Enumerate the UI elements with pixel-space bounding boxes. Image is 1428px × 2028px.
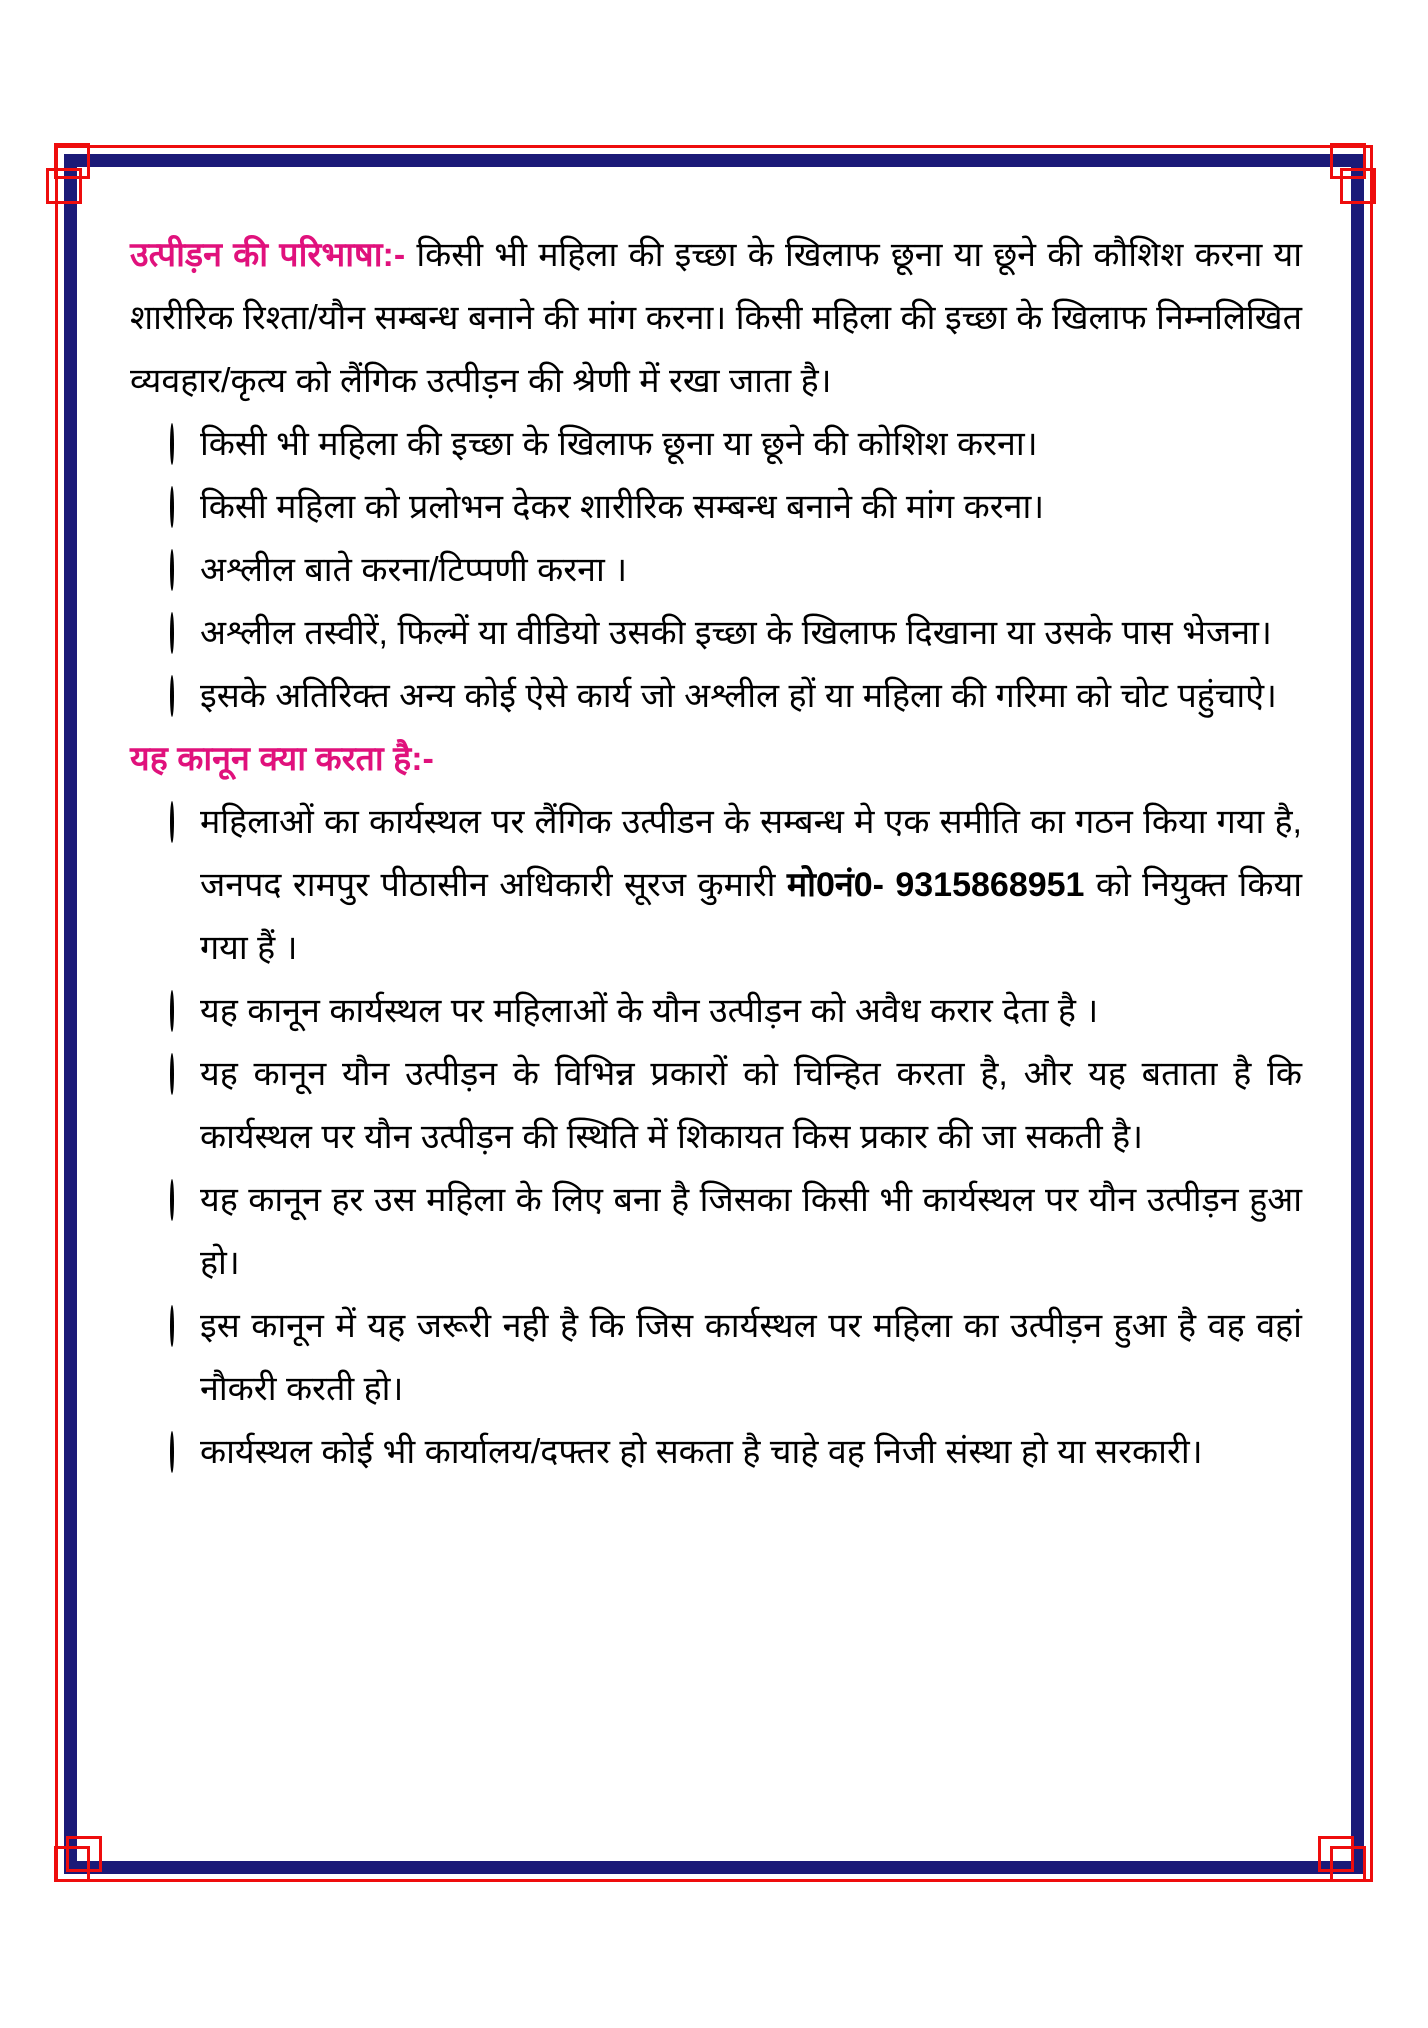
- corner-ornament-bottom-right: [1284, 1798, 1394, 1908]
- circle-bullet-icon: [170, 549, 174, 591]
- contact-phone-number: मो0नं0- 9315868951: [786, 866, 1085, 904]
- list-item-text: अश्लील तस्वीरें, फिल्में या वीडियो उसकी इच्छा के खिलाफ दिखाना या उसके पास भेजना।: [200, 614, 1272, 652]
- list-item-text: अश्लील बाते करना/टिप्पणी करना ।: [200, 551, 628, 589]
- definition-body-text: किसी भी महिला की इच्छा के खिलाफ छूना या छूने की कौशिश करना या शारीरिक रिश्ता/यौन सम्बन्ध बनाने की मांग करना। किसी महिला की इच्छा के खिलाफ निम्नलिखित व्यवहार/कृत्य को लैंगिक उत्पीड़न की श्रेणी में रखा जाता है।: [130, 236, 1302, 400]
- definition-bullet-list: [130, 413, 1302, 728]
- list-item: [130, 602, 1302, 665]
- list-item: [130, 539, 1302, 602]
- circle-bullet-icon: [170, 990, 174, 1032]
- bullet-marker: [170, 665, 200, 728]
- circle-bullet-icon: [170, 1431, 174, 1473]
- list-item-text: कार्यस्थल कोई भी कार्यालय/दफ्तर हो सकता है चाहे वह निजी संस्था हो या सरकारी।: [200, 1433, 1203, 1471]
- document-content: [130, 224, 1302, 1484]
- corner-square-icon: [66, 1836, 102, 1872]
- list-item: [130, 1295, 1302, 1421]
- circle-bullet-icon: [170, 1305, 174, 1347]
- law-bullet-list: [130, 791, 1302, 1484]
- list-item-text: इसके अतिरिक्त अन्य कोई ऐसे कार्य जो अश्लील हों या महिला की गरिमा को चोट पहुंचाऐ।: [200, 677, 1277, 715]
- circle-bullet-icon: [170, 423, 174, 465]
- corner-square-icon: [46, 168, 82, 204]
- list-item-text: यह कानून कार्यस्थल पर महिलाओं के यौन उत्पीड़न को अवैध करार देता है ।: [200, 992, 1099, 1030]
- corner-square-icon: [1318, 1836, 1354, 1872]
- definition-heading: उत्पीड़न की परिभाषा:-: [130, 236, 406, 274]
- list-item: [130, 413, 1302, 476]
- bullet-marker: [170, 1421, 200, 1484]
- circle-bullet-icon: [170, 675, 174, 717]
- circle-bullet-icon: [170, 1179, 174, 1221]
- definition-paragraph: [130, 224, 1302, 413]
- list-item-text: इस कानून में यह जरूरी नही है कि जिस कार्यस्थल पर महिला का उत्पीड़न हुआ है वह वहां नौकरी करती हो।: [200, 1307, 1302, 1408]
- law-section-heading: यह कानून क्या करता है:-: [130, 740, 434, 778]
- corner-ornament-bottom-left: [44, 1798, 154, 1908]
- list-item: [130, 1169, 1302, 1295]
- bullet-marker: [170, 791, 200, 980]
- bullet-marker: [170, 980, 200, 1043]
- bullet-marker: [170, 539, 200, 602]
- bullet-marker: [170, 1295, 200, 1421]
- corner-square-icon: [1340, 168, 1376, 204]
- list-item-text: यह कानून यौन उत्पीड़न के विभिन्न प्रकारों को चिन्हित करता है, और यह बताता है कि कार्यस्थल पर यौन उत्पीड़न की स्थिति में शिकायत किस प्रकार की जा सकती है।: [200, 1055, 1302, 1156]
- bullet-marker: [170, 413, 200, 476]
- list-item-text: किसी महिला को प्रलोभन देकर शारीरिक सम्बन्ध बनाने की मांग करना।: [200, 488, 1045, 526]
- list-item-text: [200, 791, 1302, 980]
- bullet-marker: [170, 1169, 200, 1295]
- list-item: [130, 1421, 1302, 1484]
- circle-bullet-icon: [170, 612, 174, 654]
- bullet-marker: [170, 602, 200, 665]
- list-item-text: यह कानून हर उस महिला के लिए बना है जिसका किसी भी कार्यस्थल पर यौन उत्पीड़न हुआ हो।: [200, 1181, 1302, 1282]
- circle-bullet-icon: [170, 486, 174, 528]
- list-item: [130, 791, 1302, 980]
- circle-bullet-icon: [170, 1053, 174, 1095]
- bullet-marker: [170, 1043, 200, 1169]
- list-item: [130, 1043, 1302, 1169]
- list-item: [130, 476, 1302, 539]
- committee-info-text-end: को नियुक्त किया गया हैं ।: [200, 866, 1303, 967]
- list-item: [130, 665, 1302, 728]
- committee-info-text: महिलाओं का कार्यस्थल पर लैंगिक उत्पीडन के सम्बन्ध मे एक समीति का गठन किया गया है, जनपद रामपुर पीठासीन अधिकारी सूरज कुमारी: [200, 803, 1302, 904]
- bullet-marker: [170, 476, 200, 539]
- list-item: [130, 980, 1302, 1043]
- list-item-text: किसी भी महिला की इच्छा के खिलाफ छूना या छूने की कोशिश करना।: [200, 425, 1038, 463]
- circle-bullet-icon: [170, 801, 174, 843]
